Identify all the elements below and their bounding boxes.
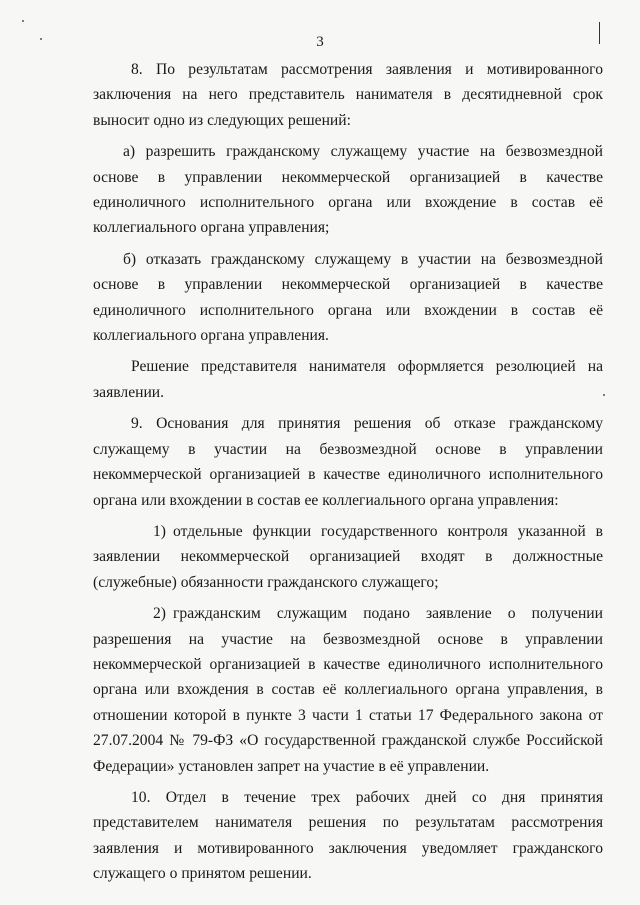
paragraph-8-item-b: б) отказать гражданскому служащему в участии на безвозмездной основе в управлении некоммерческой организацией в качестве единоличного исполнительного органа или вхождении в состав её коллегиального органа управления.	[93, 250, 603, 345]
item-text: отдельные функции государственного контроля указанной в заявлении некоммерческой организацией входят в должностные (служебные) обязанности гражданского служащего;	[93, 522, 603, 591]
paragraph-8-item-a: а) разрешить гражданскому служащему участие на безвозмездной основе в управлении некоммерческой организацией в качестве единоличного исполнительного органа или вхождение в состав её коллегиального органа управления;	[93, 143, 603, 237]
paragraph-decision-form: Решение представителя нанимателя оформляется резолюцией на заявлении.	[93, 358, 603, 401]
document-body	[93, 57, 603, 893]
scan-speck	[603, 394, 605, 396]
scan-speck	[22, 20, 24, 22]
paragraph-10: 10. Отдел в течение трех рабочих дней со дня принятия представителем нанимателя решения по результатам рассмотрения заявления и мотивированного заключения уведомляет гражданского служащего о принятом решении.	[93, 788, 603, 883]
item-number: 2)	[153, 605, 166, 623]
item-number: 1)	[153, 522, 166, 540]
page-number: 3	[316, 34, 324, 50]
paragraph-9-item-1	[93, 519, 603, 595]
item-text: гражданским служащим подано заявление о получении разрешения на участие на безвозмездной основе в управлении некоммерческой организацией в качестве единоличного исполнительного органа или вхождения в состав её коллегиального органа управления, в отношении которой в пункте 3 части 1 статьи 17 Федерального закона от 27.07.2004 № 79-ФЗ «О государственной гражданской службе Российской Федерации» установлен запрет на участие в её управлении.	[93, 605, 603, 775]
paragraph-8: 8. По результатам рассмотрения заявления и мотивированного заключения на него представитель нанимателя в десятидневной срок выносит одно из следующих решений:	[93, 61, 603, 129]
paragraph-9-item-2	[93, 601, 603, 779]
paragraph-9: 9. Основания для принятия решения об отказе гражданскому служащему в участии на безвозмездной основе в управлении некоммерческой организацией в качестве единоличного исполнительного органа или вхождении в состав ее коллегиального органа управления:	[93, 415, 603, 509]
